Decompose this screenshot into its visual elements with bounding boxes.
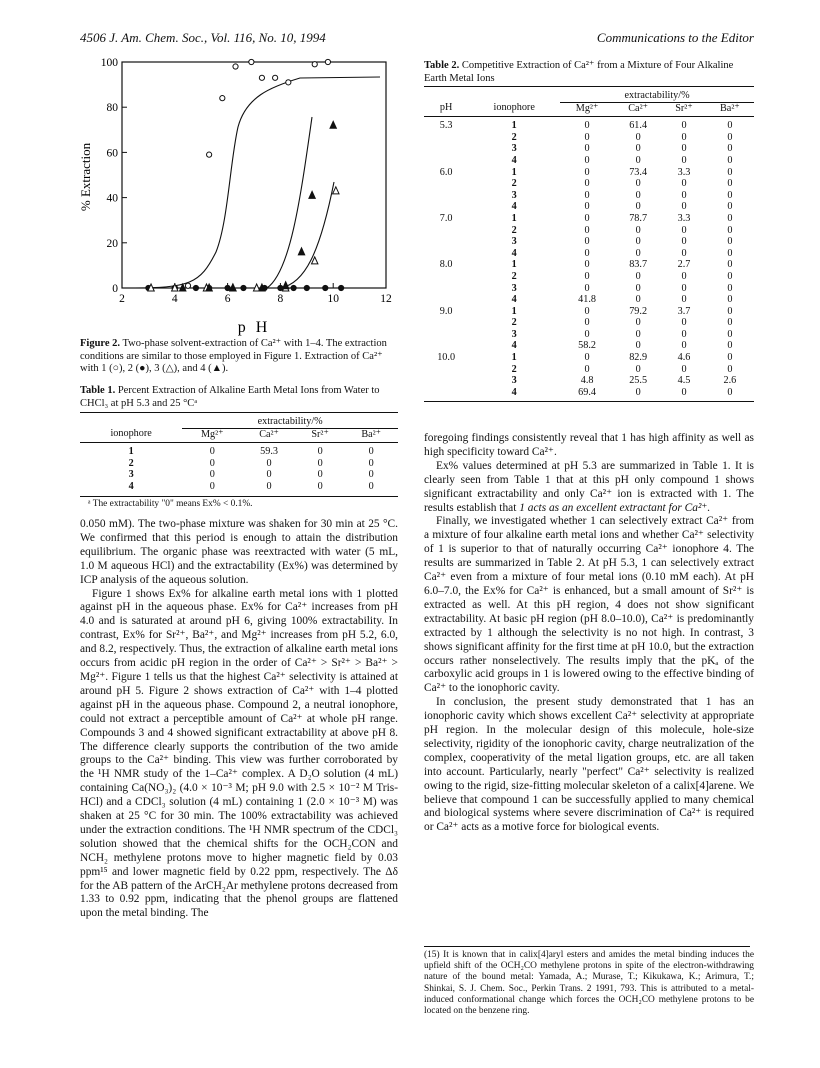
table-1-column-header: Ca²⁺ — [259, 428, 279, 440]
table-cell: 3 — [511, 282, 517, 294]
table-cell: 0 — [727, 154, 733, 166]
running-header-right: Communications to the Editor — [596, 30, 754, 45]
table-cell: 0 — [727, 201, 733, 213]
table-cell: 58.2 — [578, 340, 596, 352]
table-1-title: Percent Extraction of Alkaline Earth Metal Ions from Water to CHCl₃ at pH 5.3 and 25 °Cᵃ — [80, 385, 380, 409]
table-1-column-header: ionophore — [110, 428, 152, 440]
table-cell — [424, 236, 468, 248]
table-cell — [424, 271, 468, 283]
table-cell — [424, 340, 468, 352]
data-point-open-circle — [286, 80, 291, 85]
table-cell: 3.7 — [677, 305, 691, 317]
data-point-filled-triangle — [309, 191, 315, 198]
table-cell: 4.8 — [580, 375, 594, 387]
table-cell: 0 — [584, 328, 590, 340]
table-cell: 0 — [584, 305, 590, 317]
table-cell: 0 — [584, 143, 590, 155]
table-cell: 0 — [727, 236, 733, 248]
data-point-open-circle — [325, 59, 330, 64]
table-cell: 0 — [266, 457, 272, 469]
table-cell: 0 — [584, 259, 590, 271]
table-row — [80, 481, 398, 496]
table-cell: 0 — [727, 166, 733, 178]
table-row — [424, 213, 754, 225]
table-cell: 0 — [727, 131, 733, 143]
table-cell — [424, 294, 468, 306]
table-1-spacer — [80, 413, 182, 429]
table-cell: 0 — [584, 201, 590, 213]
table-cell: 0 — [584, 317, 590, 329]
table-cell: 0 — [635, 154, 641, 166]
figure-2-chart — [80, 52, 400, 342]
table-cell: 0 — [681, 363, 687, 375]
table-cell: 0 — [727, 328, 733, 340]
table-cell: 0 — [727, 178, 733, 190]
table-1-column-header: Sr²⁺ — [311, 428, 329, 440]
figure-2-label: Figure 2. — [80, 338, 121, 349]
data-point-open-circle — [220, 96, 225, 101]
footnote-rule — [424, 946, 750, 947]
y-tick-label: 20 — [106, 237, 118, 250]
table-cell: 41.8 — [578, 294, 596, 306]
paragraph — [424, 460, 754, 516]
paragraph: In conclusion, the present study demonstrated that 1 has an ionophoric cavity which shows excellent Ca²⁺ selectivity at appropriate pH region. In the molecular design of this molecule, hole-size selectivity, rigidity of the ionophoric cavity, charge neutralization of the complex, cooperativity of the metal ligation groups, etc. are all taken into account. Particularly, nearly "perfect" Ca²⁺ selectivity is realized owing to the rigid, size-fitting molecular skeleton of a calix[4]arene. We believe that compound 1 can be successfully applied to many chemical and biological systems where severe discrimination of Ca²⁺ is required or Ca²⁺ acts as a motive force for biological events. — [424, 696, 754, 834]
table-cell: 0 — [317, 446, 323, 458]
table-cell: 69.4 — [578, 386, 596, 398]
paragraph: Figure 1 shows Ex% for alkaline earth metal ions with 1 plotted against pH in the aqueous phase. Ex% for Ca²⁺ increases from pH 4.0 and is saturated at around pH 6, giving 100% extractability. In contrast, Ex% for Sr²⁺, Ba²⁺, and Mg²⁺ increases from pH 5.2, 6.0, and 8.2, respectively. Thus, the extraction of alkaline earth metal ions occurs from acidic pH region in the order of Ca²⁺ > Sr²⁺ > Ba²⁺ > Mg²⁺. Figure 1 tells us that the highest Ca²⁺ selectivity is attained at around pH 5. Figure 2 shows extraction of Ca²⁺ with 1–4 plotted against pH in the aqueous phase. Compound 2, a neutral ionophore, could not extract a perceptible amount of Ca²⁺ at whole pH range. Compounds 3 and 4 showed significant extractability at above pH 8. The difference clearly supports the contribution of the two amide groups to the Ca²⁺ binding. This view was further corroborated by the ¹H NMR study of the 1–Ca²⁺ complex. A D₂O solution (4 mL) containing Ca(NO₃)₂ (4.0 × 10⁻³ M; pH 9.0 with 2.5 × 10⁻² M Tris-HCl) and a CDCl₃ solution (4 mL) containing 1 (2.0 × 10⁻³ M) was shaken at 25 °C for 30 min. The 100% extractability was achieved under the extraction conditions. The ¹H NMR spectrum of the CDCl₃ solution showed that the chemical shifts for the OCH₂CON and NCH₂ methylene protons move to higher magnetic field by 0.03 ppm¹⁵ and lower magnetic field by 0.22 ppm, respectively. The Δδ for the AB pattern of the ArCH₂Ar methylene protons decreased from 1.33 to 0.92 ppm, indicating that the phenol groups are flattened upon the metal binding. The — [80, 587, 398, 920]
running-header-left: 4506 J. Am. Chem. Soc., Vol. 116, No. 10, 1994 — [80, 30, 326, 45]
data-point-filled-circle — [323, 285, 328, 290]
table-row — [424, 178, 754, 190]
table-cell: 0 — [727, 282, 733, 294]
table-cell: 0 — [584, 189, 590, 201]
curve-ionophore-3 — [280, 182, 334, 288]
table-cell: 0 — [584, 120, 590, 132]
table-cell: 0 — [727, 259, 733, 271]
table-cell: 3 — [511, 143, 517, 155]
table-cell: 5.3 — [439, 120, 453, 132]
table-cell: 0 — [681, 201, 687, 213]
table-row — [424, 387, 754, 402]
table-cell: 0 — [635, 270, 641, 282]
x-tick-label: 8 — [277, 293, 284, 305]
curve-ionophore-1 — [129, 77, 380, 288]
data-point-open-circle — [207, 152, 212, 157]
table-1-column-header: Mg²⁺ — [200, 428, 224, 440]
table-cell — [424, 283, 468, 295]
data-point-filled-circle — [225, 285, 230, 290]
table-cell: 0 — [635, 294, 641, 306]
table-cell — [424, 225, 468, 237]
table-cell: 2.7 — [677, 259, 691, 271]
table-cell: 0 — [584, 270, 590, 282]
table-cell: 0 — [584, 236, 590, 248]
table-cell: 0 — [368, 457, 374, 469]
table-cell: 1 — [511, 352, 517, 364]
table-row — [424, 364, 754, 376]
table-cell: 0 — [635, 247, 641, 259]
table-cell: 0 — [635, 178, 641, 190]
table-cell: 0 — [635, 282, 641, 294]
table-cell: 9.0 — [439, 305, 453, 317]
table-1-label: Table 1. — [80, 385, 116, 396]
table-row — [80, 458, 398, 470]
table-cell: 3.3 — [677, 212, 691, 224]
table-cell: 0 — [209, 469, 215, 481]
table-cell: 10.0 — [437, 352, 456, 364]
table-cell — [424, 201, 468, 213]
left-column-text — [80, 518, 398, 921]
table-2-column-header: pH — [439, 102, 453, 114]
x-tick-label: 4 — [171, 293, 178, 305]
table-cell: 4 — [511, 154, 517, 166]
table-cell: 0 — [368, 480, 374, 492]
table-row — [424, 143, 754, 155]
table-cell: 3 — [511, 375, 517, 387]
table-cell: 4 — [128, 480, 134, 492]
table-cell: 2.6 — [723, 375, 737, 387]
table-cell: 0 — [727, 189, 733, 201]
table-cell: 4 — [511, 340, 517, 352]
table-1 — [80, 412, 398, 497]
table-cell: 0 — [681, 247, 687, 259]
table-cell: 0 — [727, 386, 733, 398]
table-row — [424, 306, 754, 318]
table-cell: 0 — [727, 294, 733, 306]
table-1-caption — [80, 385, 398, 410]
table-2-column-header: Mg²⁺ — [575, 102, 599, 114]
table-row — [424, 294, 754, 306]
table-cell: 61.4 — [629, 120, 648, 132]
data-point-open-circle — [185, 283, 190, 288]
data-point-filled-circle — [304, 285, 309, 290]
table-row — [424, 375, 754, 387]
table-cell: 0 — [635, 201, 641, 213]
table-cell: 0 — [681, 131, 687, 143]
data-point-open-circle — [273, 75, 278, 80]
table-cell: 4 — [511, 386, 517, 398]
table-row — [424, 352, 754, 364]
table-cell: 0 — [635, 386, 641, 398]
y-tick-label: 60 — [106, 147, 118, 160]
table-cell: 25.5 — [629, 375, 648, 387]
table-row — [424, 248, 754, 260]
data-point-filled-circle — [278, 285, 283, 290]
table-row — [424, 236, 754, 248]
table-cell: 0 — [635, 340, 641, 352]
table-cell: 3.3 — [677, 166, 691, 178]
table-row — [424, 117, 754, 132]
table-row — [424, 271, 754, 283]
table-cell: 73.4 — [629, 166, 648, 178]
table-row — [424, 340, 754, 352]
right-column-text — [424, 432, 754, 835]
table-row — [424, 317, 754, 329]
figure-2-caption — [80, 338, 398, 376]
table-cell: 0 — [317, 469, 323, 481]
table-cell: 0 — [584, 166, 590, 178]
table-cell: 79.2 — [629, 305, 648, 317]
table-cell — [424, 375, 468, 387]
table-cell: 0 — [727, 363, 733, 375]
table-cell: 0 — [727, 305, 733, 317]
data-point-filled-circle — [193, 285, 198, 290]
table-cell: 0 — [368, 446, 374, 458]
figure-2-caption-text: Two-phase solvent-extraction of Ca²⁺ with 1–4. The extraction conditions are similar to those employed in Figure 1. Extraction of Ca²⁺ with 1 (○), 2 (●), 3 (△), and 4 (▲). — [80, 338, 387, 375]
table-cell: 0 — [681, 270, 687, 282]
table-2-caption — [424, 60, 754, 85]
table-2-column-header: Sr²⁺ — [675, 102, 693, 114]
table-cell: 0 — [317, 457, 323, 469]
data-point-filled-triangle — [330, 121, 336, 128]
data-point-open-circle — [259, 75, 264, 80]
x-tick-label: 12 — [380, 293, 392, 305]
table-cell: 0 — [727, 270, 733, 282]
table-cell: 0 — [727, 317, 733, 329]
data-point-open-circle — [233, 64, 238, 69]
table-cell: 0 — [635, 224, 641, 236]
table-cell: 0 — [727, 120, 733, 132]
paragraph: foregoing findings consistently reveal that 1 has high affinity as well as high specificity toward Ca²⁺. — [424, 432, 754, 458]
table-cell: 0 — [584, 363, 590, 375]
table-cell: 0 — [584, 247, 590, 259]
table-cell: 0 — [681, 224, 687, 236]
table-cell: 0 — [681, 282, 687, 294]
table-2-column-header: ionophore — [493, 102, 535, 114]
paragraph: 0.050 mM). The two-phase mixture was shaken for 30 min at 25 °C. We confirmed that this period is enough to attain the distribution equilibrium. The organic phase was reextracted with water (5 mL, 1.0 M aqueous HCl) and the extractability (Ex%) was determined by ICP analysis of the aqueous solution. — [80, 518, 398, 586]
table-2 — [424, 86, 754, 402]
data-point-filled-triangle — [298, 248, 304, 255]
table-cell: 2 — [511, 270, 517, 282]
y-axis-label: % Extraction — [78, 142, 93, 212]
plot-frame — [122, 62, 386, 288]
table-cell: 0 — [209, 446, 215, 458]
table-cell: 0 — [681, 236, 687, 248]
table-cell: 1 — [511, 212, 517, 224]
table-2-column-header: Ba²⁺ — [720, 102, 740, 114]
data-point-open-circle — [249, 59, 254, 64]
table-cell: 2 — [511, 363, 517, 375]
paragraph: Finally, we investigated whether 1 can selectively extract Ca²⁺ from a mixture of four alkaline earth metal ions and whether Ca²⁺ selectivity of 1 is superior to that of naturally occurring Ca²⁺ ionophore 4. The results are summarized in Table 2. At pH 5.3, 1 can selectively extract Ca²⁺ even from a mixture of four metal ions (0.10 mM each). At pH 6.0–7.0, the Ex% for Ca²⁺ is enhanced, but a small amount of Sr²⁺ is extracted as well. At this pH region, 4 does not show significant extractability. At basic pH region (pH 8.0–10.0), Ca²⁺ is predominantly extracted by 1 although the selectivity is no not high. In contrast, 3 shows significant affinity for the first time at pH 10.0, but the extraction occurs rather nonselectively. The results imply that the pKₐ of the carboxylic acid groups in 1 is lowered owing to the effective binding of Ca²⁺ to the ionophoric cavity. — [424, 515, 754, 695]
table-cell: 3 — [511, 328, 517, 340]
table-cell: 0 — [681, 328, 687, 340]
table-cell — [424, 329, 468, 341]
table-cell: 0 — [635, 363, 641, 375]
curve-ionophore-4 — [267, 117, 312, 288]
table-2-label: Table 2. — [424, 60, 460, 71]
table-cell: 0 — [635, 236, 641, 248]
table-cell: 4.6 — [677, 352, 691, 364]
table-cell: 0 — [209, 480, 215, 492]
table-cell: 0 — [584, 282, 590, 294]
table-cell: 2 — [511, 131, 517, 143]
table-cell: 0 — [266, 480, 272, 492]
x-tick-label: 10 — [327, 293, 339, 305]
table-cell — [424, 364, 468, 376]
data-point-open-triangle — [333, 187, 339, 194]
x-tick-label: 2 — [119, 293, 125, 305]
table-cell: 2 — [511, 224, 517, 236]
table-row — [424, 201, 754, 213]
data-point-filled-circle — [291, 285, 296, 290]
table-2-column-header: Ca²⁺ — [628, 102, 648, 114]
x-axis-label: p H — [237, 319, 271, 336]
table-row — [424, 155, 754, 167]
table-cell: 1 — [511, 259, 517, 271]
table-cell: 8.0 — [439, 259, 453, 271]
table-1-column-header: Ba²⁺ — [361, 428, 382, 440]
table-cell: 2 — [128, 457, 134, 469]
x-tick-label: 6 — [224, 293, 231, 305]
table-cell — [424, 178, 468, 190]
table-cell — [424, 132, 468, 144]
table-cell: 78.7 — [629, 212, 648, 224]
table-cell: 0 — [681, 294, 687, 306]
table-cell: 7.0 — [439, 212, 453, 224]
table-cell: 0 — [727, 143, 733, 155]
y-tick-label: 0 — [112, 283, 118, 295]
table-cell: 0 — [727, 352, 733, 364]
table-cell: 0 — [681, 120, 687, 132]
table-cell: 0 — [368, 469, 374, 481]
y-tick-label: 100 — [100, 57, 118, 69]
table-cell: 4 — [511, 247, 517, 259]
table-cell: 4 — [511, 294, 517, 306]
table-cell: 83.7 — [629, 259, 648, 271]
table-row — [424, 225, 754, 237]
table-cell: 0 — [584, 131, 590, 143]
table-cell: 0 — [681, 189, 687, 201]
table-cell — [424, 143, 468, 155]
y-tick-label: 40 — [106, 192, 118, 205]
table-cell: 1 — [511, 166, 517, 178]
table-cell: 3 — [511, 236, 517, 248]
table-cell — [424, 155, 468, 167]
table-cell: 4 — [511, 201, 517, 213]
table-cell: 0 — [209, 457, 215, 469]
table-2-group-header: extractability/% — [560, 87, 754, 103]
table-cell — [424, 248, 468, 260]
table-cell: 0 — [635, 143, 641, 155]
table-cell: 0 — [584, 224, 590, 236]
table-cell: 2 — [511, 178, 517, 190]
footnote-15: (15) It is known that in calix[4]aryl esters and amides the metal binding induces the upfield shift of the OCH₂CO methylene protons in spite of the electron-withdrawing nature of the bound metal: Yamada, A.; Murase, T.; Kikukawa, K.; Arimura, T.; Shinkai, S. J. Chem. Soc., Perkin Trans. 2 1991, 793. This is attributed to a metal-induced conformational change which forces the OCH₂CO methylene protons to be located on the benzene ring. — [424, 950, 754, 1017]
table-cell: 3 — [511, 189, 517, 201]
table-cell: 0 — [681, 340, 687, 352]
table-cell: 1 — [128, 446, 134, 458]
table-1-group-header: extractability/% — [182, 413, 398, 429]
table-cell: 0 — [727, 212, 733, 224]
data-point-filled-circle — [339, 285, 344, 290]
emphasis-text: 1 acts as an excellent extractant for Ca²⁺. — [519, 501, 711, 514]
data-point-filled-circle — [241, 285, 246, 290]
table-cell: 0 — [266, 469, 272, 481]
data-point-open-circle — [312, 62, 317, 67]
table-row — [424, 259, 754, 271]
table-cell: 0 — [635, 317, 641, 329]
table-cell: 59.3 — [260, 446, 278, 458]
table-cell: 0 — [635, 328, 641, 340]
table-row — [424, 190, 754, 202]
table-row — [424, 132, 754, 144]
table-cell: 1 — [511, 120, 517, 132]
table-cell: 0 — [584, 178, 590, 190]
table-cell: 0 — [635, 189, 641, 201]
table-cell: 0 — [317, 480, 323, 492]
table-cell: 0 — [727, 247, 733, 259]
table-cell: 0 — [681, 178, 687, 190]
table-2-title: Competitive Extraction of Ca²⁺ from a Mixture of Four Alkaline Earth Metal Ions — [424, 60, 734, 84]
table-cell: 2 — [511, 317, 517, 329]
paragraph-text: Ex% values determined at pH 5.3 are summarized in Table 1. It is clearly seen from Table 1 that at this pH only compound 1 shows significant extractability and only Ca²⁺ ion is extracted with 1. The results establish that — [424, 459, 754, 514]
table-cell: 0 — [584, 154, 590, 166]
table-cell: 0 — [727, 340, 733, 352]
table-1-footnote: ᵃ The extractability "0" means Ex% < 0.1%. — [88, 499, 253, 509]
table-cell: 1 — [511, 305, 517, 317]
table-cell — [424, 190, 468, 202]
table-cell: 4.5 — [677, 375, 691, 387]
table-cell: 0 — [584, 352, 590, 364]
table-cell: 0 — [681, 143, 687, 155]
table-cell: 0 — [635, 131, 641, 143]
table-row — [424, 167, 754, 179]
y-tick-label: 80 — [106, 102, 118, 115]
table-row — [80, 443, 398, 458]
table-cell: 0 — [681, 154, 687, 166]
table-row — [424, 329, 754, 341]
table-cell: 0 — [681, 386, 687, 398]
table-row — [424, 283, 754, 295]
table-cell: 6.0 — [439, 166, 453, 178]
table-row — [80, 469, 398, 481]
table-cell: 0 — [681, 317, 687, 329]
table-cell: 82.9 — [629, 352, 648, 364]
table-cell — [424, 317, 468, 329]
table-cell: 0 — [727, 224, 733, 236]
table-cell — [424, 387, 468, 402]
table-cell: 0 — [584, 212, 590, 224]
table-cell: 3 — [128, 469, 134, 481]
